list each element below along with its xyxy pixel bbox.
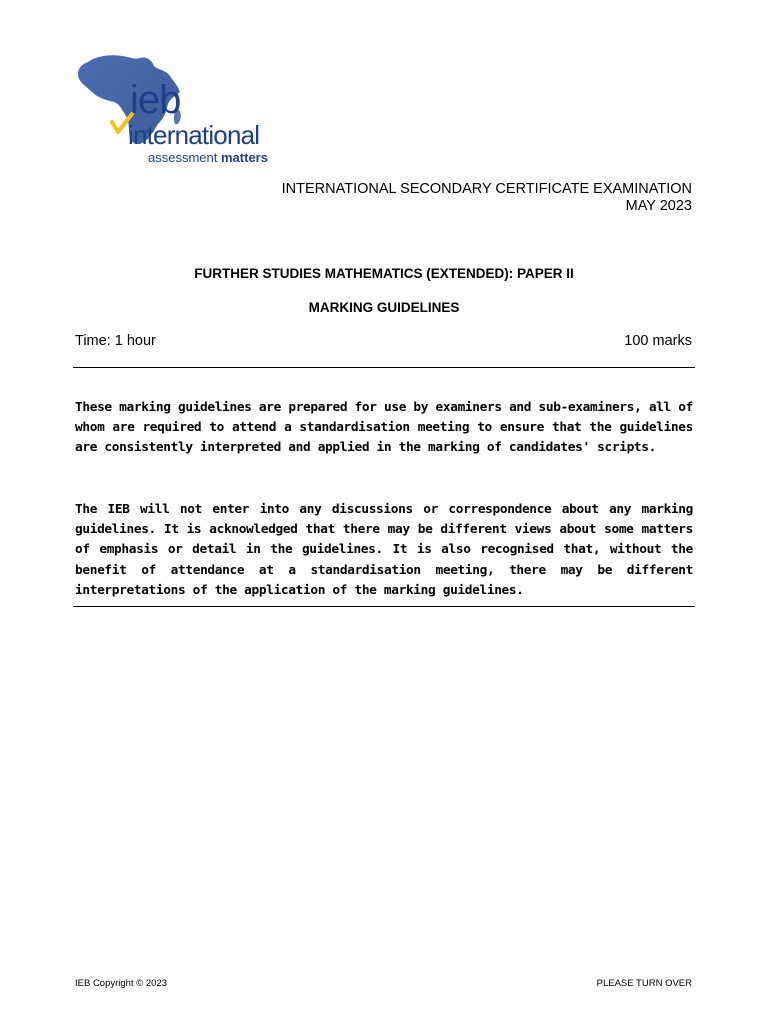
paragraph-disclaimer: The IEB will not enter into any discussions or correspondence about any marking guidelines. It is acknowledged that there may be different views about some matters of emphasis or detail in the guidelines. It is also recognised that, without the benefit of attendance at a standardisation meeting, there may be different interpretations of the application of the marking guidelines. [75, 501, 693, 598]
subject-title: FURTHER STUDIES MATHEMATICS (EXTENDED): PAPER II [194, 266, 574, 281]
ieb-logo [74, 52, 298, 168]
divider-top [73, 367, 695, 368]
logo-tagline-regular: assessment [148, 150, 218, 165]
logo-wordmark: ieb [130, 78, 181, 122]
logo-tagline-bold: matters [221, 150, 268, 165]
paragraph-usage: These marking guidelines are prepared for use by examiners and sub-examiners, all of whom are required to attend a standardisation meeting to ensure that the guidelines are consistently interpreted and applied in the marking of candidates' scripts. [75, 399, 693, 456]
exam-time: Time: 1 hour [75, 333, 156, 349]
total-marks: 100 marks [624, 333, 692, 349]
footer-copyright: IEB Copyright © 2023 [75, 978, 168, 989]
document-title: MARKING GUIDELINES [308, 300, 460, 315]
divider-bottom [73, 606, 695, 607]
exam-title [282, 181, 692, 215]
exam-date: MAY 2023 [625, 198, 692, 214]
logo-name: international [128, 120, 260, 150]
exam-name: INTERNATIONAL SECONDARY CERTIFICATE EXAMINATION [281, 181, 692, 197]
footer-turn-over: PLEASE TURN OVER [596, 978, 692, 989]
logo-tagline [148, 151, 268, 164]
